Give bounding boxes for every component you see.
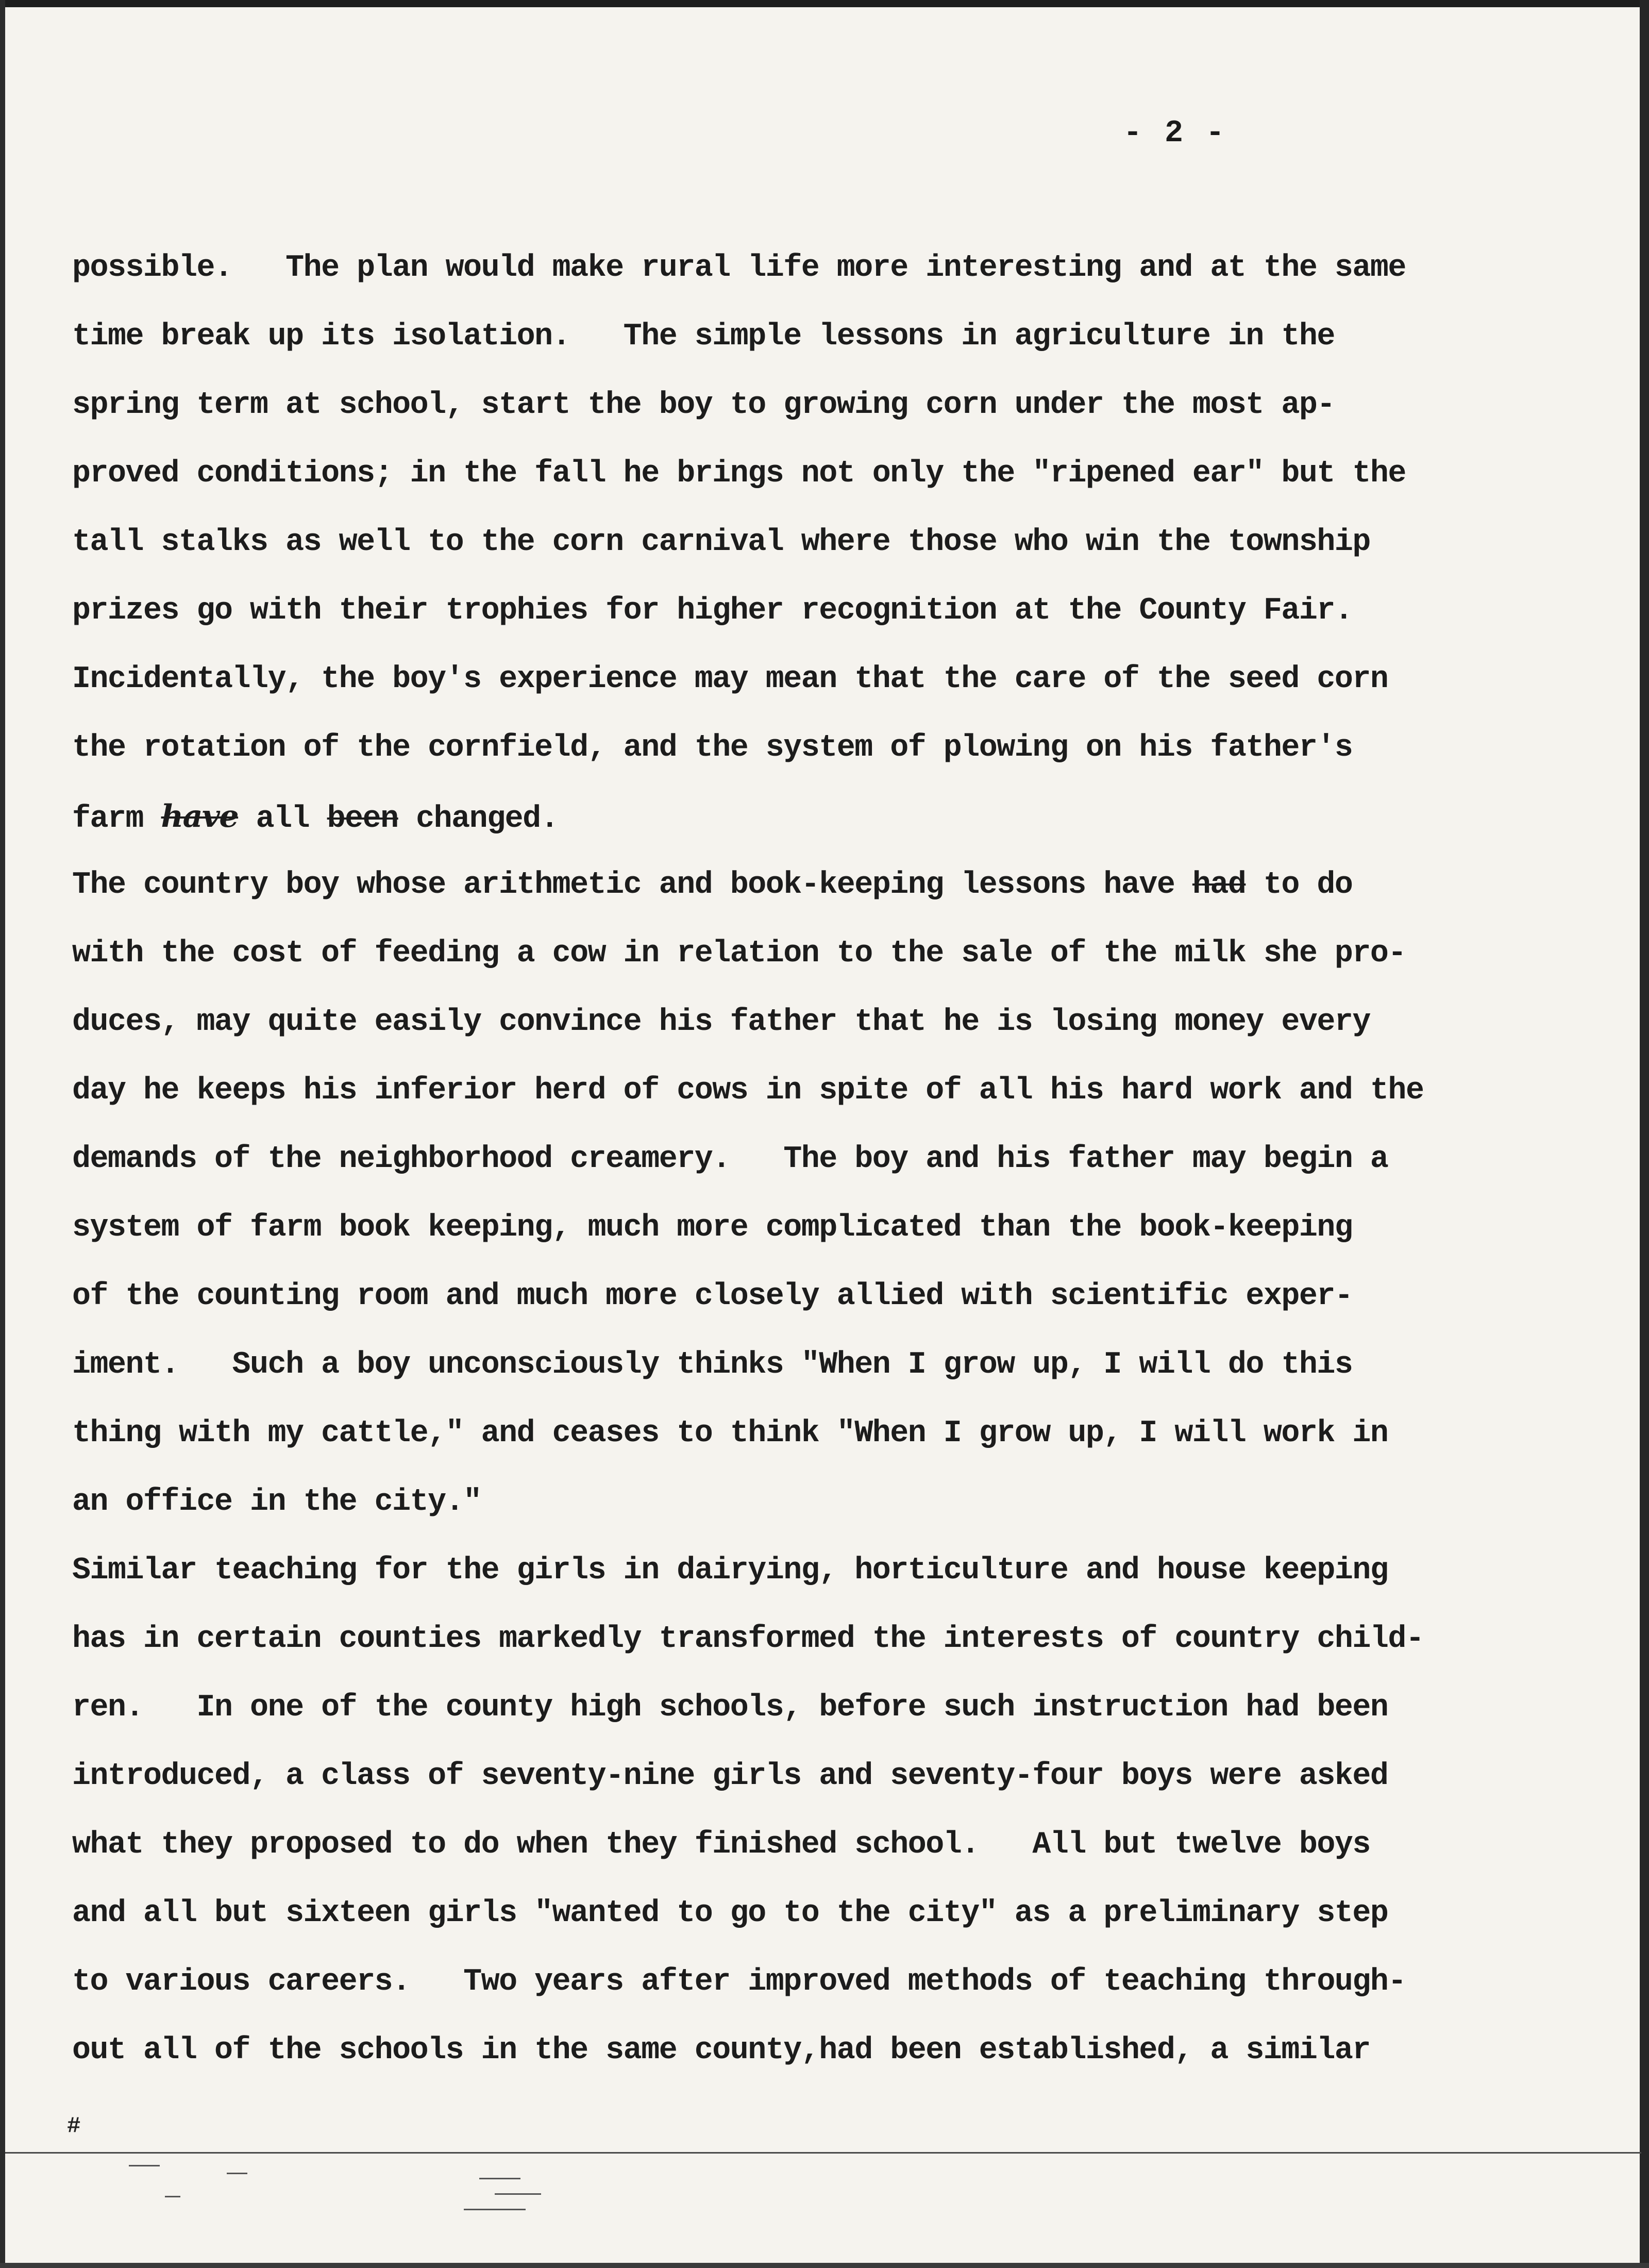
text-line: iment. Such a boy unconsciously thinks "When I grow up, I will do this bbox=[72, 1347, 1353, 1382]
text-line: system of farm book keeping, much more complicated than the book-keeping bbox=[72, 1210, 1353, 1245]
footer-mark: # bbox=[67, 2113, 81, 2139]
text-line: what they proposed to do when they finished school. All but twelve boys bbox=[72, 1827, 1370, 1862]
page-number: - 2 - bbox=[1123, 116, 1227, 151]
text-fragment: all bbox=[238, 802, 327, 837]
scan-speck bbox=[464, 2209, 526, 2210]
text-line: the rotation of the cornfield, and the system of plowing on his father's bbox=[72, 730, 1353, 765]
text-line: has in certain counties markedly transformed the interests of country child- bbox=[72, 1622, 1424, 1657]
scan-edge-bottom bbox=[0, 2263, 1649, 2268]
struck-word: have bbox=[161, 798, 239, 835]
text-line-with-strikeout bbox=[72, 859, 1567, 928]
text-line: Similar teaching for the girls in dairying, horticulture and house keeping bbox=[72, 1553, 1388, 1588]
scan-speck bbox=[165, 2196, 180, 2197]
text-line: thing with my cattle," and ceases to think "When I grow up, I will work in bbox=[72, 1416, 1388, 1451]
scan-edge-top bbox=[0, 0, 1649, 7]
text-line: prizes go with their trophies for higher recognition at the County Fair. bbox=[72, 593, 1353, 628]
text-line: proved conditions; in the fall he brings not only the "ripened ear" but the bbox=[72, 456, 1406, 491]
scan-speck bbox=[129, 2165, 160, 2166]
scan-speck bbox=[227, 2173, 247, 2174]
text-line: day he keeps his inferior herd of cows in spite of all his hard work and the bbox=[72, 1073, 1424, 1108]
text-line: duces, may quite easily convince his father that he is losing money every bbox=[72, 1005, 1370, 1040]
text-line: and all but sixteen girls "wanted to go to the city" as a preliminary step bbox=[72, 1896, 1388, 1931]
text-line: spring term at school, start the boy to growing corn under the most ap- bbox=[72, 388, 1335, 423]
scan-speck bbox=[479, 2178, 520, 2179]
scan-speck bbox=[495, 2193, 541, 2195]
text-fragment: The country boy whose arithmetic and book-keeping lessons have bbox=[72, 868, 1192, 903]
text-fragment: farm bbox=[72, 802, 161, 837]
text-line-with-strikeouts bbox=[72, 791, 1567, 859]
struck-word: been bbox=[327, 802, 398, 837]
text-line: possible. The plan would make rural life more interesting and at the same bbox=[72, 251, 1406, 286]
text-line: to various careers. Two years after improved methods of teaching through- bbox=[72, 1964, 1406, 1999]
scan-edge-left bbox=[0, 0, 5, 2268]
text-line: time break up its isolation. The simple lessons in agriculture in the bbox=[72, 319, 1335, 354]
text-fragment: to do bbox=[1246, 868, 1353, 903]
text-line: of the counting room and much more closely allied with scientific exper- bbox=[72, 1279, 1353, 1314]
text-line: demands of the neighborhood creamery. The boy and his father may begin a bbox=[72, 1142, 1388, 1177]
struck-word: had bbox=[1192, 868, 1246, 903]
text-line: introduced, a class of seventy-nine girls and seventy-four boys were asked bbox=[72, 1759, 1388, 1794]
text-line: ren. In one of the county high schools, before such instruction had been bbox=[72, 1690, 1388, 1725]
text-line: tall stalks as well to the corn carnival where those who win the township bbox=[72, 525, 1370, 560]
text-line: with the cost of feeding a cow in relation to the sale of the milk she pro- bbox=[72, 936, 1406, 971]
text-line: an office in the city." bbox=[72, 1485, 481, 1520]
page-bottom-rule bbox=[5, 2152, 1641, 2154]
text-fragment: changed. bbox=[398, 802, 559, 837]
text-line: out all of the schools in the same county,had been established, a similar bbox=[72, 2033, 1370, 2068]
text-line: Incidentally, the boy's experience may mean that the care of the seed corn bbox=[72, 662, 1388, 697]
typed-body-text bbox=[72, 242, 1567, 2093]
scan-edge-right bbox=[1640, 0, 1649, 2268]
